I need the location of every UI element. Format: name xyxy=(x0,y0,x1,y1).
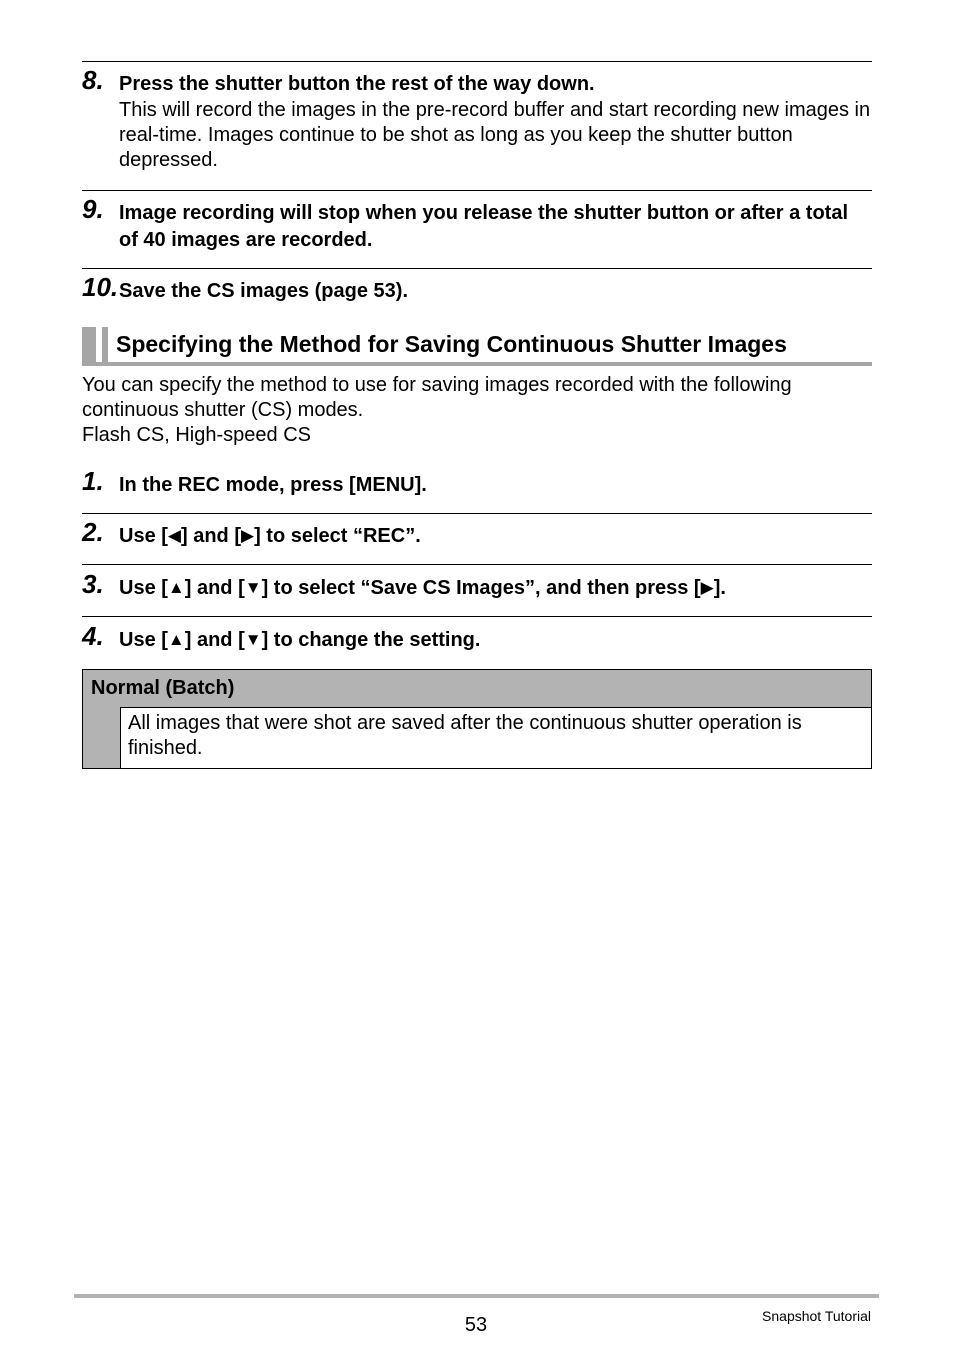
step-text: ] to select “Save CS Images”, and then press [ xyxy=(261,577,701,599)
step-title: Press the shutter button the rest of the way down. xyxy=(119,73,595,95)
up-arrow-icon: ▲ xyxy=(167,630,185,649)
step-text: ]. xyxy=(713,577,726,599)
step-1 xyxy=(82,468,872,498)
heading-bar-icon xyxy=(102,327,108,363)
step-number: 1. xyxy=(82,466,104,496)
step-body: This will record the images in the pre-record buffer and start recording new images in real-time. Images continue to be shot as long as you keep the shutter button depressed. xyxy=(119,99,871,171)
step-text: ] to change the setting. xyxy=(261,629,481,651)
step-number: 10. xyxy=(82,272,119,302)
section-heading xyxy=(82,326,872,366)
step-3 xyxy=(82,571,872,601)
section-intro xyxy=(82,373,872,448)
rule-top xyxy=(82,61,872,62)
setting-table xyxy=(82,669,872,769)
intro-modes: Flash CS, High-speed CS xyxy=(82,424,311,446)
step-title: Image recording will stop when you release the shutter button or after a total of 40 images are recorded. xyxy=(119,202,849,251)
page-number: 53 xyxy=(464,1314,488,1336)
step-text: Use [ xyxy=(119,629,168,651)
intro-text: You can specify the method to use for saving images recorded with the following continuous shutter (CS) modes. xyxy=(82,374,792,421)
step-text: ] and [ xyxy=(184,577,245,599)
step-text: ] to select “REC”. xyxy=(254,525,421,547)
step-8 xyxy=(82,67,872,177)
up-arrow-icon: ▲ xyxy=(167,578,185,597)
right-arrow-icon: ▶ xyxy=(700,578,714,597)
heading-underline xyxy=(82,362,872,366)
step-title xyxy=(119,575,872,602)
setting-name: Normal (Batch) xyxy=(91,677,235,699)
step-number: 2. xyxy=(82,517,104,547)
step-text: ] and [ xyxy=(180,525,241,547)
heading-bar-icon xyxy=(82,327,96,363)
step-title: Save the CS images (page 53). xyxy=(119,280,409,302)
step-number: 9. xyxy=(82,194,104,224)
step-title xyxy=(119,523,872,550)
right-arrow-icon: ▶ xyxy=(240,526,255,545)
step-title xyxy=(119,627,872,654)
down-arrow-icon: ▼ xyxy=(244,630,262,649)
footer-section-label: Snapshot Tutorial xyxy=(762,1308,871,1324)
step-9 xyxy=(82,196,872,256)
step-number: 8. xyxy=(82,65,104,95)
rule-divider xyxy=(82,268,872,269)
step-number: 4. xyxy=(82,621,104,651)
rule-divider xyxy=(82,616,872,617)
step-text: Use [ xyxy=(119,577,168,599)
left-arrow-icon: ◀ xyxy=(167,526,181,545)
setting-description: All images that were shot are saved after the continuous shutter operation is finished. xyxy=(128,712,802,759)
step-2 xyxy=(82,519,872,549)
step-4 xyxy=(82,623,872,653)
down-arrow-icon: ▼ xyxy=(244,578,262,597)
section-title: Specifying the Method for Saving Continuous Shutter Images xyxy=(116,331,787,357)
setting-description-cell xyxy=(120,707,871,768)
footer-rule xyxy=(74,1294,879,1298)
step-text: Use [ xyxy=(119,525,168,547)
step-10 xyxy=(82,274,872,304)
rule-divider xyxy=(82,564,872,565)
step-number: 3. xyxy=(82,569,104,599)
rule-divider xyxy=(82,190,872,191)
step-title: In the REC mode, press [MENU]. xyxy=(119,474,427,496)
step-text: ] and [ xyxy=(184,629,245,651)
rule-divider xyxy=(82,513,872,514)
